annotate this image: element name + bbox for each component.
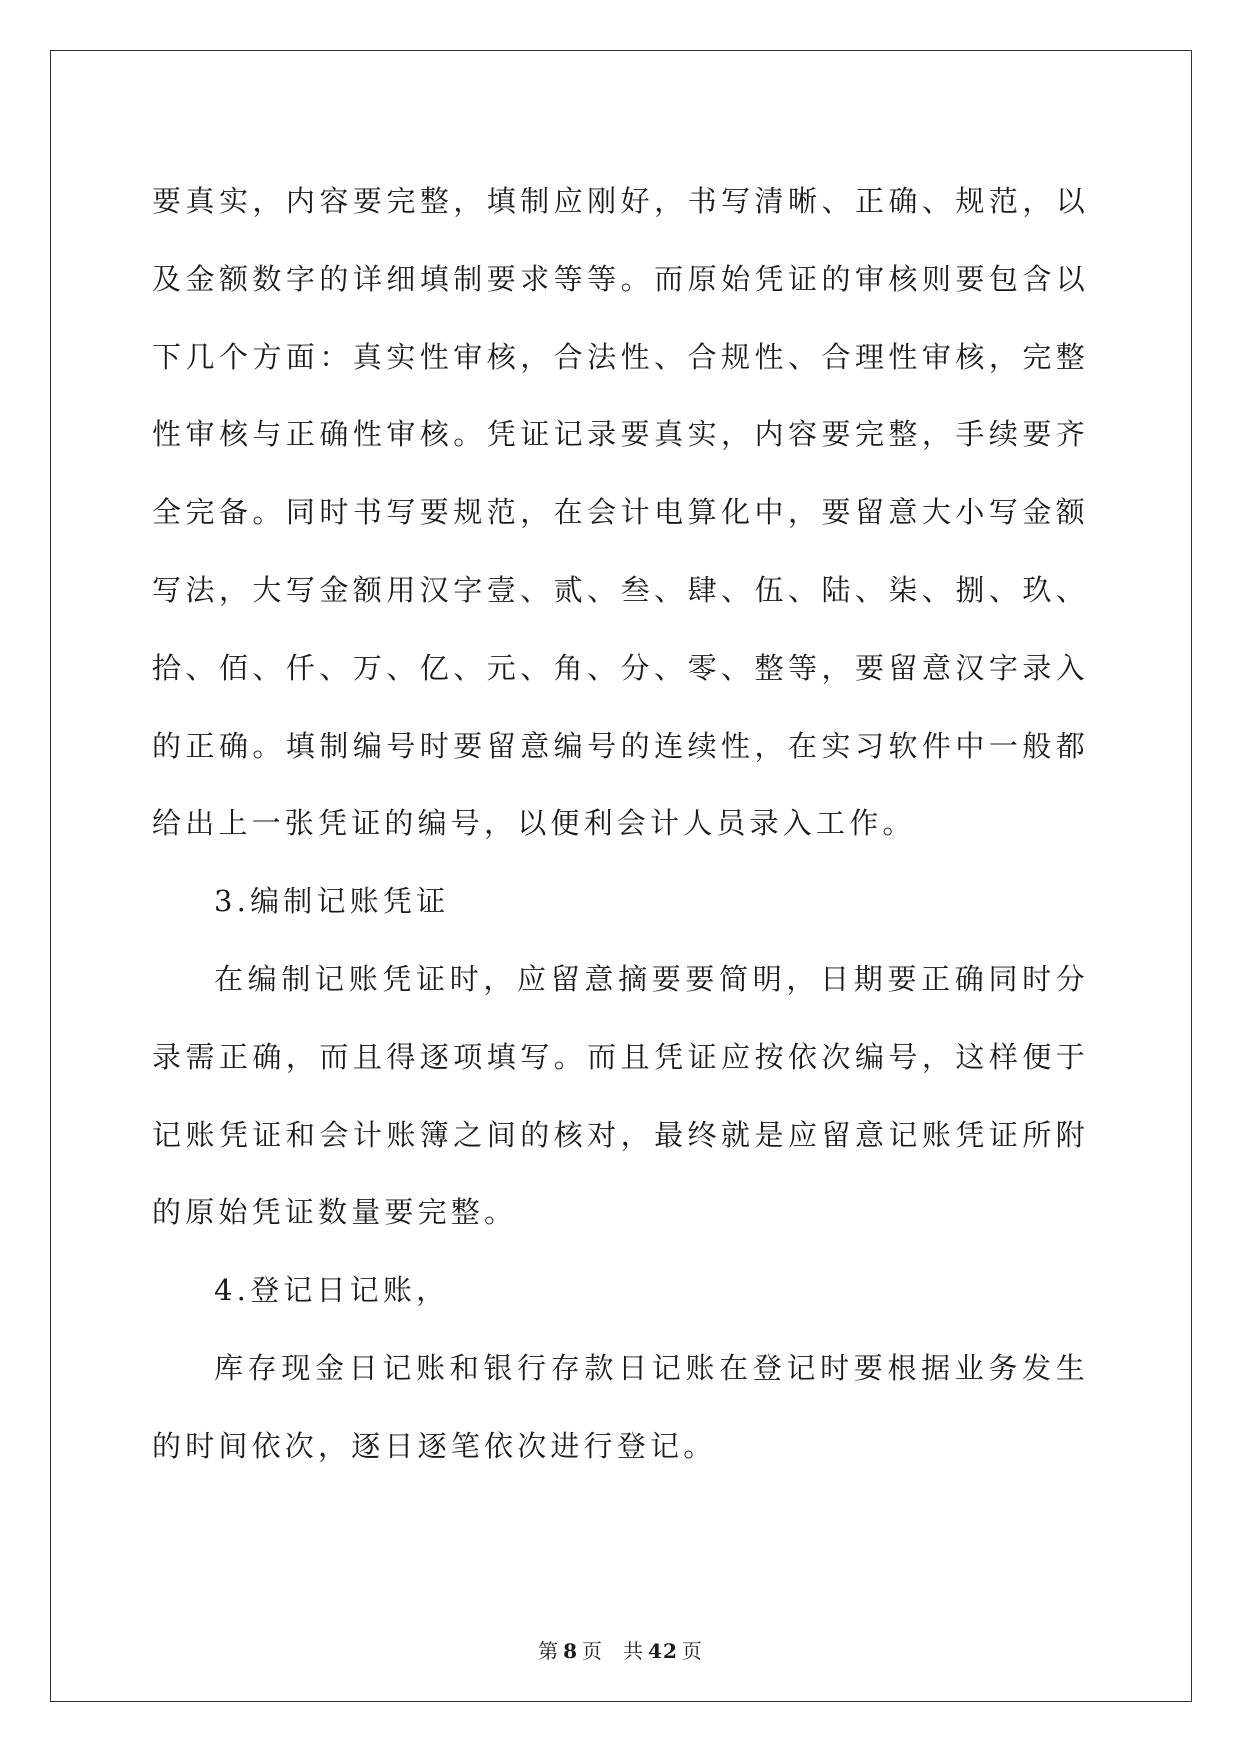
total-pages: 42 bbox=[648, 1639, 678, 1663]
section-heading-3: 3.编制记账凭证 bbox=[214, 884, 450, 919]
page-suffix: 页 bbox=[582, 1639, 604, 1663]
paragraph-1: 要真实，内容要完整，填制应刚好，书写清晰、正确、规范，以及金额数字的详细填制要求等等。而原始凭证的审核则要包含以下几个方面：真实性审核，合法性、合规性、合理性审核，完整性审核与正确性审核。凭证记录要真实，内容要完整，手续要齐全完备。同时书写要规范，在会计电算化中，要留意大小写金额写法，大写金额用汉字壹、贰、叁、肆、伍、陆、柒、捌、玖、拾、佰、仟、万、亿、元、角、分、零、整等，要留意汉字录入的正确。填制编号时要留意编号的连续性，在实习软件中一般都给出上一张凭证的编号，以便利会计人员录入工作。 bbox=[152, 184, 1089, 841]
document-body bbox=[152, 163, 1089, 1486]
page-prefix: 第 bbox=[538, 1639, 560, 1663]
page-footer bbox=[0, 1635, 1241, 1664]
total-prefix: 共 bbox=[623, 1639, 645, 1663]
section-heading-4: 4.登记日记账， bbox=[214, 1273, 450, 1308]
paragraph-2: 在编制记账凭证时，应留意摘要要简明，日期要正确同时分录需正确，而且得逐项填写。而且凭证应按依次编号，这样便于记账凭证和会计账簿之间的核对，最终就是应留意记账凭证所附的原始凭证数量要完整。 bbox=[152, 961, 1089, 1230]
page-number: 8 bbox=[563, 1639, 579, 1663]
paragraph-3: 库存现金日记账和银行存款日记账在登记时要根据业务发生的时间依次，逐日逐笔依次进行登记。 bbox=[152, 1350, 1089, 1463]
total-suffix: 页 bbox=[681, 1639, 703, 1663]
